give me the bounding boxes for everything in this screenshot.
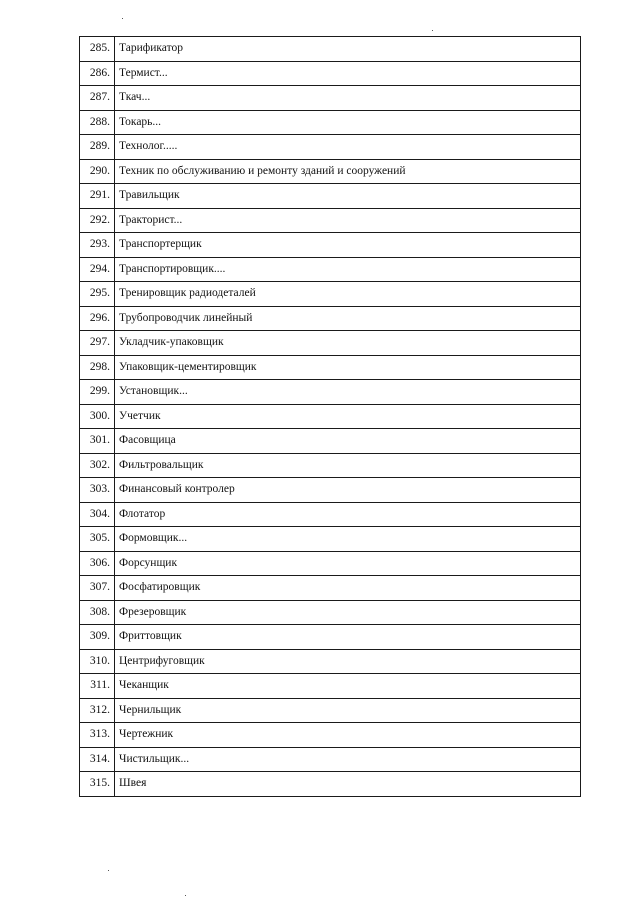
row-number: 299. <box>80 380 115 405</box>
table-row <box>80 306 581 331</box>
row-number: 290. <box>80 159 115 184</box>
table-row <box>80 772 581 797</box>
scan-speck <box>108 870 109 871</box>
profession-name: Фриттовщик <box>115 625 581 650</box>
row-number: 302. <box>80 453 115 478</box>
row-number: 289. <box>80 135 115 160</box>
profession-name: Техник по обслуживанию и ремонту зданий и сооружений <box>115 159 581 184</box>
row-number: 315. <box>80 772 115 797</box>
table-row <box>80 429 581 454</box>
table-row <box>80 502 581 527</box>
row-number: 303. <box>80 478 115 503</box>
profession-name: Ткач... <box>115 86 581 111</box>
table-row <box>80 208 581 233</box>
profession-name: Чертежник <box>115 723 581 748</box>
table-row <box>80 625 581 650</box>
profession-name: Тренировщик радиодеталей <box>115 282 581 307</box>
row-number: 295. <box>80 282 115 307</box>
profession-name: Тракторист... <box>115 208 581 233</box>
profession-name: Травильщик <box>115 184 581 209</box>
profession-name: Трубопроводчик линейный <box>115 306 581 331</box>
profession-name: Фрезеровщик <box>115 600 581 625</box>
table-row <box>80 86 581 111</box>
row-number: 287. <box>80 86 115 111</box>
profession-name: Финансовый контролер <box>115 478 581 503</box>
table-row <box>80 257 581 282</box>
profession-name: Тарификатор <box>115 37 581 62</box>
profession-name: Флотатор <box>115 502 581 527</box>
profession-name: Термист... <box>115 61 581 86</box>
table-row <box>80 184 581 209</box>
row-number: 314. <box>80 747 115 772</box>
scan-speck <box>185 895 186 896</box>
profession-name: Укладчик-упаковщик <box>115 331 581 356</box>
profession-name: Швея <box>115 772 581 797</box>
row-number: 310. <box>80 649 115 674</box>
profession-name: Чернильщик <box>115 698 581 723</box>
table-row <box>80 747 581 772</box>
table-row <box>80 698 581 723</box>
row-number: 288. <box>80 110 115 135</box>
profession-name: Фильтровальщик <box>115 453 581 478</box>
table-row <box>80 380 581 405</box>
scan-speck <box>122 18 123 19</box>
profession-name: Установщик... <box>115 380 581 405</box>
table-row <box>80 723 581 748</box>
table-row <box>80 576 581 601</box>
row-number: 312. <box>80 698 115 723</box>
profession-name: Технолог..... <box>115 135 581 160</box>
row-number: 304. <box>80 502 115 527</box>
row-number: 293. <box>80 233 115 258</box>
table-row <box>80 282 581 307</box>
row-number: 306. <box>80 551 115 576</box>
table-row <box>80 61 581 86</box>
profession-name: Фасовщица <box>115 429 581 454</box>
table-row <box>80 551 581 576</box>
profession-name: Форсунщик <box>115 551 581 576</box>
row-number: 307. <box>80 576 115 601</box>
table-row <box>80 355 581 380</box>
row-number: 309. <box>80 625 115 650</box>
row-number: 297. <box>80 331 115 356</box>
profession-name: Чеканщик <box>115 674 581 699</box>
profession-name: Токарь... <box>115 110 581 135</box>
profession-name: Фосфатировщик <box>115 576 581 601</box>
table-row <box>80 600 581 625</box>
row-number: 292. <box>80 208 115 233</box>
table-row <box>80 649 581 674</box>
row-number: 286. <box>80 61 115 86</box>
table-body <box>80 37 581 797</box>
profession-name: Транспортерщик <box>115 233 581 258</box>
row-number: 294. <box>80 257 115 282</box>
scan-speck <box>432 30 433 31</box>
row-number: 285. <box>80 37 115 62</box>
profession-name: Транспортировщик.... <box>115 257 581 282</box>
table-row <box>80 159 581 184</box>
profession-list-table <box>79 36 581 797</box>
row-number: 305. <box>80 527 115 552</box>
row-number: 301. <box>80 429 115 454</box>
profession-name: Учетчик <box>115 404 581 429</box>
profession-name: Центрифуговщик <box>115 649 581 674</box>
profession-name: Формовщик... <box>115 527 581 552</box>
table-row <box>80 404 581 429</box>
table-row <box>80 674 581 699</box>
table-row <box>80 478 581 503</box>
table-row <box>80 110 581 135</box>
profession-name: Чистильщик... <box>115 747 581 772</box>
table-row <box>80 233 581 258</box>
table-row <box>80 331 581 356</box>
row-number: 300. <box>80 404 115 429</box>
row-number: 308. <box>80 600 115 625</box>
table-row <box>80 135 581 160</box>
row-number: 296. <box>80 306 115 331</box>
table-row <box>80 37 581 62</box>
row-number: 291. <box>80 184 115 209</box>
row-number: 298. <box>80 355 115 380</box>
profession-name: Упаковщик-цементировщик <box>115 355 581 380</box>
row-number: 311. <box>80 674 115 699</box>
row-number: 313. <box>80 723 115 748</box>
table-row <box>80 453 581 478</box>
table-row <box>80 527 581 552</box>
